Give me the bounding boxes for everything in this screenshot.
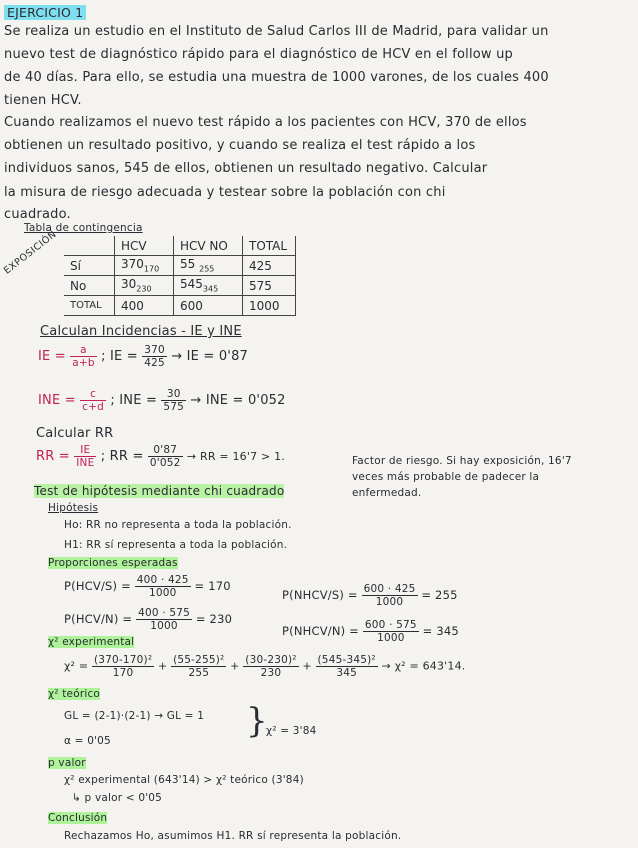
degrees-of-freedom: GL = (2-1)·(2-1) → GL = 1	[64, 710, 205, 722]
table-header-cell: TOTAL	[243, 236, 296, 256]
expected-proportion: P(HCV/S) = $\frac{400 \cdot 425}{1000}$ = 170	[64, 574, 231, 599]
exercise-title: EJERCICIO 1	[4, 5, 86, 20]
rr-interpretation-line: veces más probable de padecer la	[352, 471, 540, 483]
intro-line: Se realiza un estudio en el Instituto de Salud Carlos III de Madrid, para validar un	[4, 24, 549, 39]
p-value-result: ↳ p valor < 0'05	[72, 792, 163, 804]
table-header-row	[64, 236, 296, 256]
intro-line: de 40 días. Para ello, se estudia una muestra de 1000 varones, de los cuales 400	[4, 70, 549, 85]
chi2-theoretical-value: χ² = 3'84	[266, 725, 317, 737]
contingency-table	[64, 236, 296, 316]
table-cell: $30_{230}$	[115, 276, 174, 296]
expected-proportion: P(HCV/N) = $\frac{400 \cdot 575}{1000}$ = 230	[64, 607, 233, 632]
rr-heading: Calcular RR	[36, 426, 114, 441]
rr-interpretation-line: Factor de riesgo. Si hay exposición, 16'7	[352, 455, 572, 467]
null-hypothesis: Ho: RR no representa a toda la población.	[64, 519, 292, 531]
row-label: No	[64, 276, 115, 296]
rr-interpretation-line: enfermedad.	[352, 487, 422, 499]
table-cell: $545_{345}$	[174, 276, 243, 296]
incidence-heading: Calculan Incidencias - IE y INE	[40, 324, 242, 339]
chi2-theoretical-heading: χ² teórico	[48, 688, 101, 700]
rr-formula: RR = $\frac{IE}{\text{INE}}$ ; RR = $\frac{0'87}{0'052}$ → RR = 16'7 > 1.	[36, 444, 286, 469]
intro-line: individuos sanos, 545 de ellos, obtienen un resultado negativo. Calcular	[4, 161, 488, 176]
intro-line: obtienen un resultado positivo, y cuando se realiza el test rápido a los	[4, 138, 476, 153]
table-header-cell	[64, 236, 115, 256]
table-cell: 600	[174, 296, 243, 316]
alternative-hypothesis: H1: RR sí representa a toda la población.	[64, 539, 288, 551]
chi2-formula: χ² = $\frac{\text{(370-170)²}}{170}$ + $\frac{\text{(55-255)²}}{255}$ + $\frac{\text{(30-230)²}}{230}$ + $\frac{\text{(545-345)²}}{345}$ → χ² = 643'14.	[64, 654, 466, 679]
table-row	[64, 276, 296, 296]
conclusion-heading: Conclusión	[48, 812, 108, 824]
exposure-axis-label: EXPOSICIÓN	[2, 228, 59, 277]
p-value-heading: p valor	[48, 757, 86, 769]
table-cell: 400	[115, 296, 174, 316]
intro-line: la misura de riesgo adecuada y testear sobre la población con chi	[4, 185, 446, 200]
table-cell: $370_{170}$	[115, 256, 174, 276]
table-cell: 55 $_{255}$	[174, 256, 243, 276]
intro-line: tienen HCV.	[4, 93, 82, 108]
hypotheses-heading: Hipótesis	[48, 502, 99, 514]
intro-line: nuevo test de diagnóstico rápido para el diagnóstico de HCV en el follow up	[4, 47, 513, 62]
ine-formula: INE = $\frac{c}{c+d}$ ; INE = $\frac{30}{575}$ → INE = 0'052	[38, 388, 286, 413]
expected-proportion: P(NHCV/S) = $\frac{600 \cdot 425}{1000}$ = 255	[282, 583, 458, 608]
hypothesis-test-heading: Test de hipótesis mediante chi cuadrado	[34, 484, 285, 498]
table-row	[64, 256, 296, 276]
brace-symbol: }	[246, 701, 268, 741]
table-row	[64, 296, 296, 316]
table-cell: 1000	[243, 296, 296, 316]
row-label: Sí	[64, 256, 115, 276]
expected-proportions-heading: Proporciones esperadas	[48, 557, 178, 569]
ie-formula: IE = $\frac{a}{a+b}$ ; IE = $\frac{370}{425}$ → IE = 0'87	[38, 344, 249, 369]
table-title: Tabla de contingencia	[24, 222, 143, 234]
intro-line: Cuando realizamos el nuevo test rápido a los pacientes con HCV, 370 de ellos	[4, 115, 527, 130]
intro-line: cuadrado.	[4, 207, 71, 222]
row-label: TOTAL	[64, 296, 115, 316]
alpha-level: α = 0'05	[64, 735, 111, 747]
conclusion-text: Rechazamos Ho, asumimos H1. RR sí representa la población.	[64, 830, 402, 842]
expected-proportion: P(NHCV/N) = $\frac{600 \cdot 575}{1000}$ = 345	[282, 619, 459, 644]
chi2-experimental-heading: χ² experimental	[48, 636, 135, 648]
table-cell: 575	[243, 276, 296, 296]
p-value-comparison: χ² experimental (643'14) > χ² teórico (3'84)	[64, 774, 304, 786]
table-cell: 425	[243, 256, 296, 276]
table-header-cell: HCV	[115, 236, 174, 256]
table-header-cell: HCV NO	[174, 236, 243, 256]
